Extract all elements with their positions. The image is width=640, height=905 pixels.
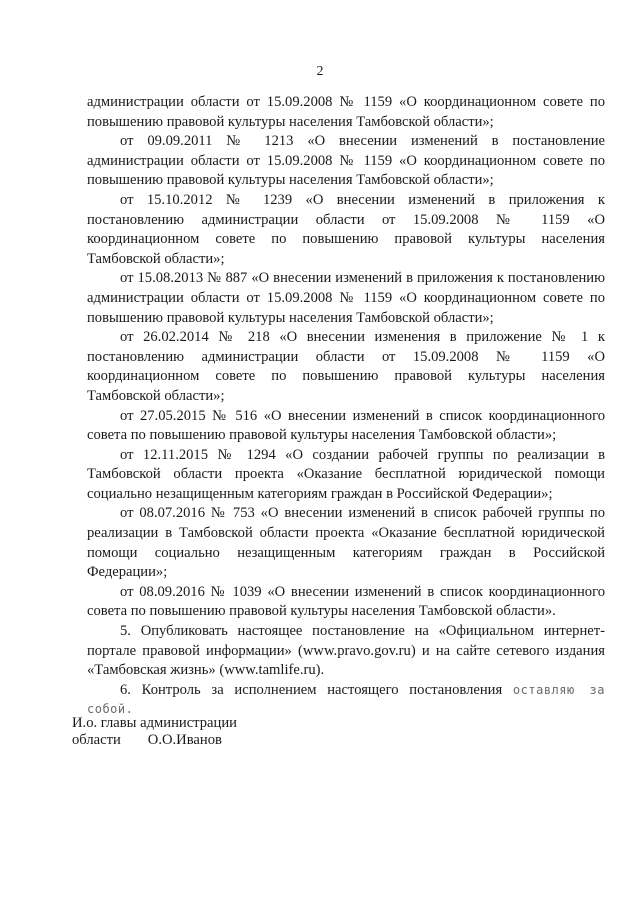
paragraph-0: администрации области от 15.09.2008 № 1159 «О координационном совете по повышению правовой культуры населения Тамбовской области»; xyxy=(87,94,605,130)
signature-region-label: области xyxy=(72,732,121,748)
signature-name: О.О.Иванов xyxy=(147,732,222,748)
paragraph-1: от 09.09.2011 № 1213 «О внесении изменений в постановление администрации области от 15.09.2008 № 1159 «О координационном совете по повышению правовой культуры населения Тамбовской области»; xyxy=(87,133,605,189)
signature-block xyxy=(72,715,237,749)
paragraph-3: от 15.08.2013 № 887 «О внесении изменений в приложения к постановлению администрации области от 15.09.2008 № 1159 «О координационном совете по повышению правовой культуры населения Тамбовской области»; xyxy=(87,270,605,326)
paragraph-8: от 08.09.2016 № 1039 «О внесении изменений в список координационного совета по повышению правовой культуры населения Тамбовской области». xyxy=(87,583,605,620)
paragraph-6: от 12.11.2015 № 1294 «О создании рабочей группы по реализации в Тамбовской области проекта «Оказание бесплатной юридической помощи социально незащищенным категориям граждан в Российской Федерации»; xyxy=(87,446,605,502)
signature-title: И.о. главы администрации xyxy=(72,715,237,731)
paragraph-4: от 26.02.2014 № 218 «О внесении изменения в приложение № 1 к постановлению администрации области от 15.09.2008 № 1159 «О координационном совете по повышению правовой культуры населения Тамбовской области»; xyxy=(87,329,605,404)
control-stamped-text: оставляю за собой. xyxy=(87,682,605,717)
paragraph-9: 5. Опубликовать настоящее постановление на «Официальном интернет-портале правовой информации» (www.pravo.gov.ru) и на сайте сетевого издания «Тамбовская жизнь» (www.tamlife.ru). xyxy=(87,623,605,679)
signature-row xyxy=(72,732,237,749)
paragraph-5: от 27.05.2015 № 516 «О внесении изменений в список координационного совета по повышению правовой культуры населения Тамбовской области»; xyxy=(87,407,605,444)
paragraph-2: от 15.10.2012 № 1239 «О внесении изменений в приложения к постановлению администрации области от 15.09.2008 № 1159 «О координационном совете по повышению правовой культуры населения Тамбовской области»; xyxy=(87,191,605,267)
document-body xyxy=(87,93,605,720)
control-text: 6. Контроль за исполнением настоящего постановления xyxy=(120,681,513,698)
paragraph-7: от 08.07.2016 № 753 «О внесении изменений в список рабочей группы по реализации в Тамбовской области проекта «Оказание бесплатной юридической помощи социально незащищенным категориям граждан в Российской Федерации»; xyxy=(87,505,605,581)
page-number: 2 xyxy=(316,64,324,79)
